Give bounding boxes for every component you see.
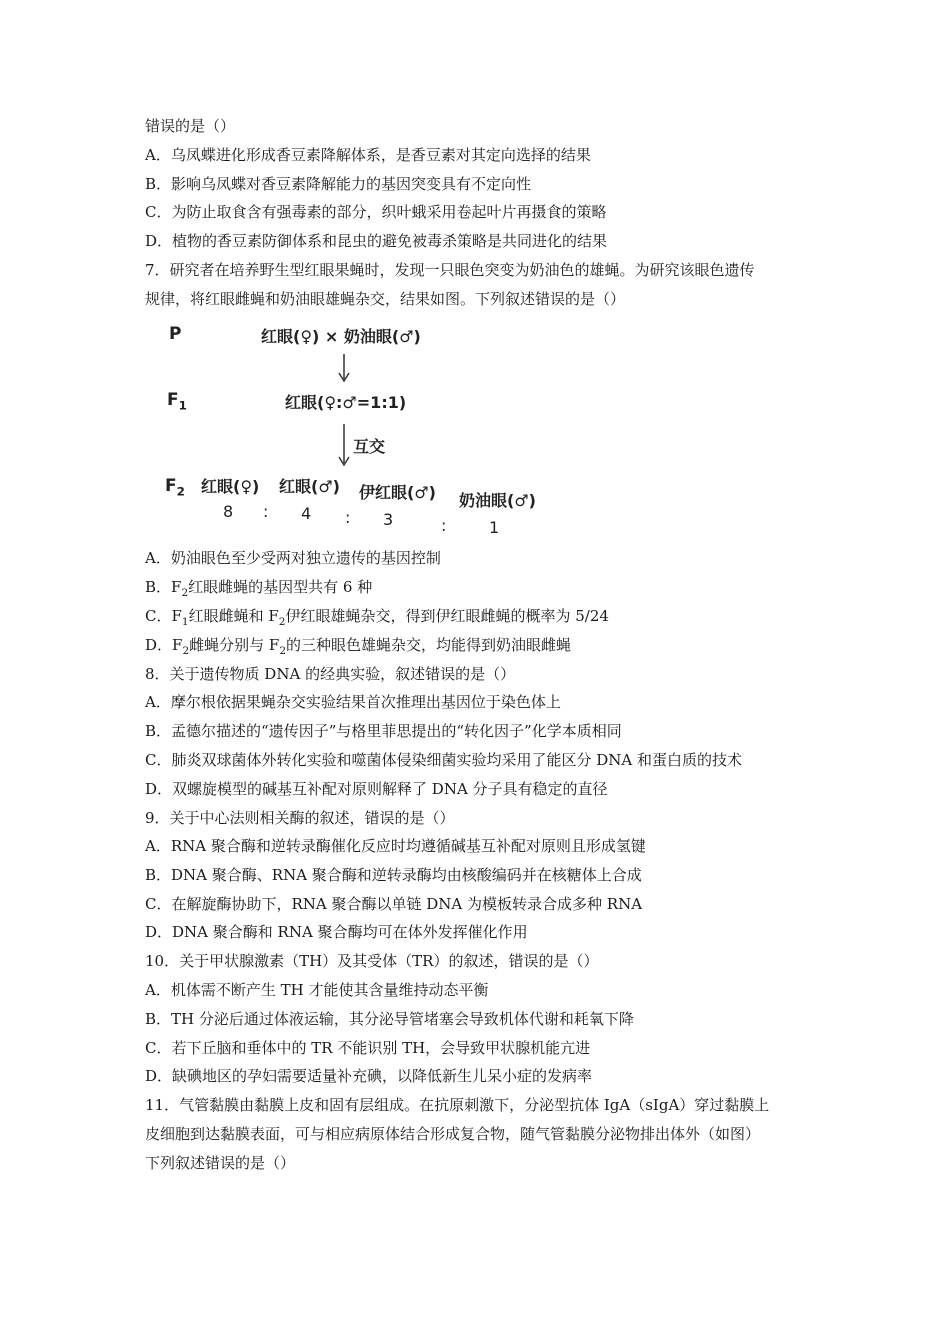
q10-option-c: C．若下丘脑和垂体中的 TR 不能识别 TH，会导致甲状腺机能亢进 xyxy=(145,1039,591,1057)
f2-generation-label: $F_2$ xyxy=(165,476,185,499)
q8-option-c: C．肺炎双球菌体外转化实验和噬菌体侵染细菌实验均采用了能区分 DNA 和蛋白质的技术 xyxy=(145,751,743,769)
question-6-stem-end: 错误的是（） xyxy=(145,117,236,135)
q7-option-a: A．奶油眼色至少受两对独立遗传的基因控制 xyxy=(145,549,441,567)
q7-stem-line-2: 规律，将红眼雌蝇和奶油眼雄蝇杂交，结果如图。下列叙述错误的是（） xyxy=(145,290,626,308)
q8-option-d: D．双螺旋模型的碱基互补配对原则解释了 DNA 分子具有稳定的直径 xyxy=(145,780,608,798)
down-arrow-1 xyxy=(337,354,351,384)
q7-option-b: B．$F_2$红眼雌蝇的基因型共有 6 种 xyxy=(145,578,373,599)
q6-option-a: A．乌凤蝶进化形成香豆素降解体系，是香豆素对其定向选择的结果 xyxy=(145,146,591,164)
q10-option-b: B．TH 分泌后通过体液运输，其分泌导管堵塞会导致机体代谢和耗氧下降 xyxy=(145,1010,634,1028)
q9-option-d: D．DNA 聚合酶和 RNA 聚合酶均可在体外发挥催化作用 xyxy=(145,923,528,941)
f2-ratio-red-male: 4 xyxy=(301,504,312,523)
p-generation-label: P xyxy=(169,324,182,344)
ratio-colon: : xyxy=(345,508,351,527)
q7-stem-line-1: 7．研究者在培养野生型红眼果蝇时，发现一只眼色突变为奶油色的雄蝇。为研究该眼色遗传 xyxy=(145,261,755,279)
q11-stem-line-2: 皮细胞到达黏膜表面，可与相应病原体结合形成复合物，随气管黏膜分泌物排出体外（如图） xyxy=(145,1125,761,1143)
f2-ratio-red-female: 8 xyxy=(223,502,234,521)
q8-stem: 8．关于遗传物质 DNA 的经典实验，叙述错误的是（） xyxy=(145,665,516,683)
q8-option-b: B．孟德尔描述的“遗传因子”与格里菲思提出的“转化因子”化学本质相同 xyxy=(145,722,622,740)
q9-option-c: C．在解旋酶协助下，RNA 聚合酶以单链 DNA 为模板转录合成多种 RNA xyxy=(145,895,643,913)
q11-stem-line-3: 下列叙述错误的是（） xyxy=(145,1154,296,1172)
intercross-label: 互交 xyxy=(353,437,386,456)
q10-option-a: A．机体需不断产生 TH 才能使其含量维持动态平衡 xyxy=(145,981,489,999)
q6-option-c: C．为防止取食含有强毒素的部分，织叶蛾采用卷起叶片再摄食的策略 xyxy=(145,203,607,221)
f1-generation-label: $F_1$ xyxy=(167,390,187,413)
p-cross-text: 红眼(♀) × 奶油眼(♂) xyxy=(261,327,421,346)
ratio-colon: : xyxy=(263,502,269,521)
genetics-cross-diagram xyxy=(145,318,565,540)
q10-stem: 10．关于甲状腺激素（TH）及其受体（TR）的叙述，错误的是（） xyxy=(145,952,599,970)
q6-option-b: B．影响乌凤蝶对香豆素降解能力的基因突变具有不定向性 xyxy=(145,175,532,193)
q9-option-b: B．DNA 聚合酶、RNA 聚合酶和逆转录酶均由核酸编码并在核糖体上合成 xyxy=(145,866,642,884)
q8-option-a: A．摩尔根依据果蝇杂交实验结果首次推理出基因位于染色体上 xyxy=(145,693,561,711)
f2-phenotype-red-female: 红眼(♀) xyxy=(201,477,260,496)
q9-option-a: A．RNA 聚合酶和逆转录酶催化反应时均遵循碱基互补配对原则且形成氢键 xyxy=(145,837,646,855)
q7-option-d: D．$F_2$雌蝇分别与 $F_2$的三种眼色雄蝇杂交，均能得到奶油眼雌蝇 xyxy=(145,636,572,657)
f2-phenotype-cream-male: 奶油眼(♂) xyxy=(459,491,536,510)
ratio-colon: : xyxy=(441,516,447,535)
q10-option-d: D．缺碘地区的孕妇需要适量补充碘，以降低新生儿呆小症的发病率 xyxy=(145,1067,593,1085)
q6-option-d: D．植物的香豆素防御体系和昆虫的避免被毒杀策略是共同进化的结果 xyxy=(145,232,608,250)
f2-ratio-eosin-male: 3 xyxy=(383,510,394,529)
f2-ratio-cream-male: 1 xyxy=(489,518,500,537)
q11-stem-line-1: 11．气管黏膜由黏膜上皮和固有层组成。在抗原刺激下，分泌型抗体 IgA（sIgA）穿过黏膜上 xyxy=(145,1096,770,1114)
f1-offspring-text: 红眼(♀:♂=1:1) xyxy=(285,393,407,412)
down-arrow-2 xyxy=(337,424,351,468)
q7-option-c: C．$F_1$红眼雌蝇和 $F_2$伊红眼雄蝇杂交，得到伊红眼雌蝇的概率为 5/24 xyxy=(145,607,609,628)
q9-stem: 9．关于中心法则相关酶的叙述，错误的是（） xyxy=(145,809,455,827)
f2-phenotype-red-male: 红眼(♂) xyxy=(279,477,340,496)
f2-phenotype-eosin-male: 伊红眼(♂) xyxy=(359,483,436,502)
